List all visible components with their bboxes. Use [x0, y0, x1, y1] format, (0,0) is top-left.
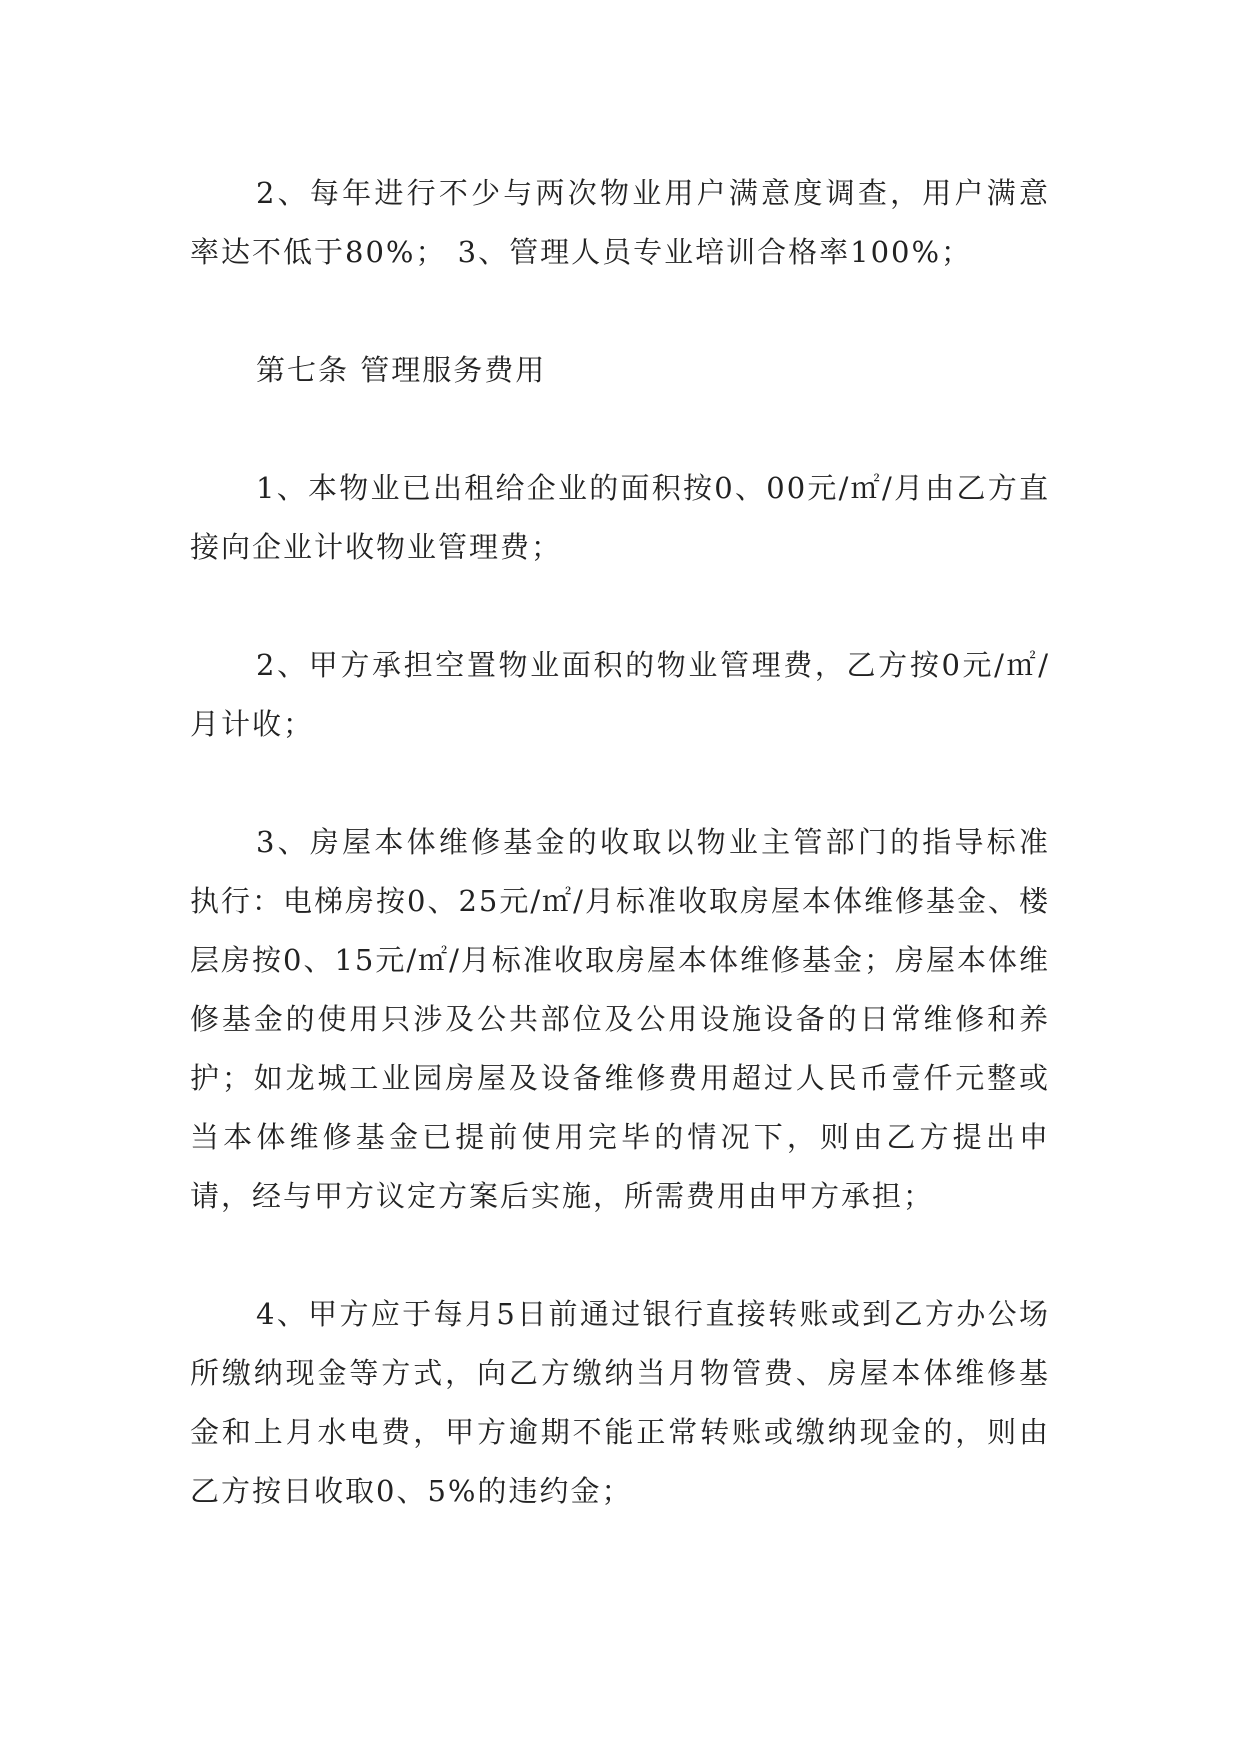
- paragraph-vacant-area-fee: 2、甲方承担空置物业面积的物业管理费，乙方按0元/㎡/月计收；: [190, 648, 1050, 741]
- paragraph-payment-terms: 4、甲方应于每月5日前通过银行直接转账或到乙方办公场所缴纳现金等方式，向乙方缴纳当月物管费、房屋本体维修基金和上月水电费，甲方逾期不能正常转账或缴纳现金的，则由乙方按日收取0、5%的违约金；: [190, 1297, 1050, 1508]
- paragraph-maintenance-fund: 3、房屋本体维修基金的收取以物业主管部门的指导标准执行：电梯房按0、25元/㎡/月标准收取房屋本体维修基金、楼层房按0、15元/㎡/月标准收取房屋本体维修基金；房屋本体维修基金的使用只涉及公共部位及公用设施设备的日常维修和养护；如龙城工业园房屋及设备维修费用超过人民币壹仟元整或当本体维修基金已提前使用完毕的情况下，则由乙方提出申请，经与甲方议定方案后实施，所需费用由甲方承担；: [190, 825, 1050, 1213]
- paragraph-satisfaction-targets: 2、每年进行不少与两次物业用户满意度调查，用户满意率达不低于80%； 3、管理人员专业培训合格率100%；: [190, 176, 1050, 269]
- section-heading-article-7: 第七条 管理服务费用: [256, 353, 547, 387]
- paragraph-leased-area-fee: 1、本物业已出租给企业的面积按0、00元/㎡/月由乙方直接向企业计收物业管理费；: [190, 471, 1050, 564]
- document-body: [190, 164, 1050, 1521]
